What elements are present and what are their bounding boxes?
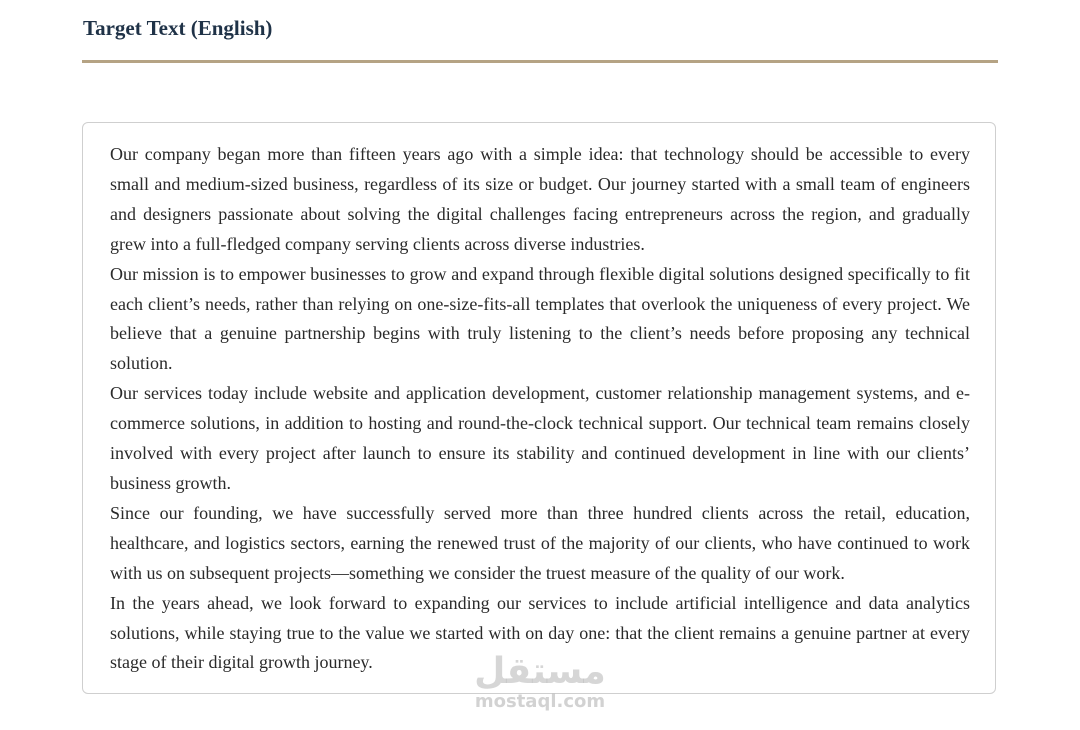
paragraph: Our mission is to empower businesses to grow and expand through flexible digital solutions designed specifically to fit each client’s needs, rather than relying on one-size-fits-all templates that overlook the uniqueness of every project. We believe that a genuine partnership begins with truly listening to the client’s needs before proposing any technical solution. — [110, 263, 970, 374]
paragraph: Our services today include website and application development, customer relationship management systems, and e-commerce solutions, in addition to hosting and round-the-clock technical support. Our technical team remains closely involved with every project after launch to ensure its stability and continued development in line with our clients’ business growth. — [110, 383, 970, 493]
title-divider — [82, 60, 998, 63]
paragraph: Our company began more than fifteen years ago with a simple idea: that technology should be accessible to every small and medium-sized business, regardless of its size or budget. Our journey started with a small team of engineers and designers passionate about solving the digital challenges facing entrepreneurs across the region, and gradually grew into a full-fledged company serving clients across diverse industries. — [110, 144, 970, 254]
watermark-logo: مستقل — [474, 651, 606, 692]
target-text-box — [82, 122, 996, 694]
paragraph: In the years ahead, we look forward to expanding our services to include artificial intelligence and data analytics solutions, while staying true to the value we started with on day one: that the client remains a genuine partner at every stage of their digital growth journey. — [110, 592, 970, 673]
section-title: Target Text (English) — [83, 16, 273, 40]
target-text-content — [110, 140, 970, 678]
paragraph: Since our founding, we have successfully served more than three hundred clients across the retail, education, healthcare, and logistics sectors, earning the renewed trust of the majority of our clients, who have continued to work with us on subsequent projects—something we consider the truest measure of the quality of our work. — [110, 502, 970, 583]
watermark-text: mostaql.com — [474, 691, 606, 712]
